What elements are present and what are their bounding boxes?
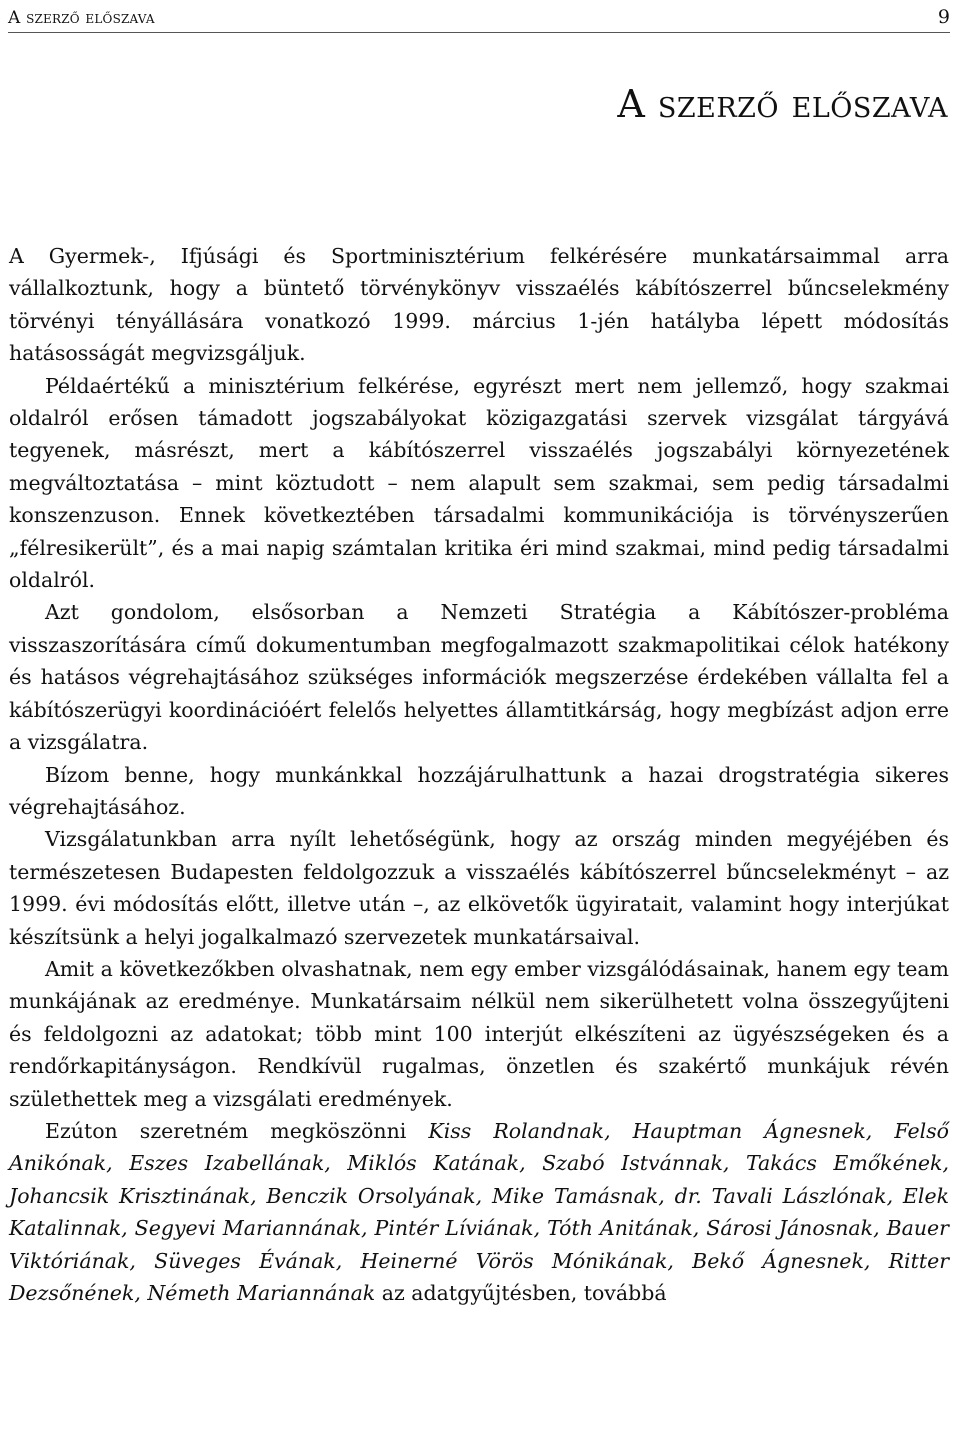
chapter-title: A szerző előszava xyxy=(617,82,948,126)
body-text xyxy=(9,240,949,1309)
acknowledgement-paragraph xyxy=(9,1115,949,1309)
page-header xyxy=(8,6,950,33)
page-number: 9 xyxy=(937,6,950,28)
acknowledgement-names: Kiss Rolandnak, Hauptman Ágnesnek, Felső Anikónak, Eszes Izabellának, Miklós Katának, Szabó Istvánnak, Takács Emőkének, Johancsik Krisztinának, Benczik Orsolyának, Mike Tamásnak, dr. Tavali Lászlónak, Elek Katalinnak, Segyevi Mariannának, Pintér Líviának, Tóth Anitának, Sárosi Jánosnak, Bauer Viktóriának, Süveges Évának, Heinerné Vörös Mónikának, Bekő Ágnesnek, Ritter Dezsőnének, Németh Mariannának xyxy=(9,1118,949,1305)
acknowledgement-lead: Ezúton szeretném megköszönni xyxy=(45,1118,429,1143)
paragraph: A Gyermek-, Ifjúsági és Sportminisztérium felkérésére munkatársaimmal arra vállalkoztunk, hogy a büntető törvénykönyv visszaélés kábítószerrel bűncselekmény törvényi tényállására vonatkozó 1999. március 1-jén hatályba lépett módosítás hatásosságát megvizsgáljuk. xyxy=(9,244,949,366)
paragraph: Vizsgálatunkban arra nyílt lehetőségünk, hogy az ország minden megyéjében és természetesen Budapesten feldolgozzuk a visszaélés kábítószerrel bűncselekményt – az 1999. évi módosítás előtt, illetve után –, az elkövetők ügyiratait, valamint hogy interjúkat készítsünk a helyi jogalkalmazó szervezetek munkatársaival. xyxy=(9,827,949,949)
paragraph: Amit a következőkben olvashatnak, nem egy ember vizsgálódásainak, hanem egy team munkájának az eredménye. Munkatársaim nélkül nem sikerülhetett volna összegyűjteni és feldolgozni az adatokat; több mint 100 interjút elkészíteni az ügyészségeken és a rendőrkapitányságon. Rendkívül rugalmas, önzetlen és szakértő munkájuk révén születhettek meg a vizsgálati eredmények. xyxy=(9,956,949,1111)
running-title: A szerző előszava xyxy=(8,8,155,28)
paragraph: Azt gondolom, elsősorban a Nemzeti Stratégia a Kábítószer-probléma visszaszorítására című dokumentumban megfogalmazott szakmapolitikai célok hatékony és hatásos végrehajtásához szükséges információk megszerzése érdekében vállalta fel a kábítószerügyi koordinációért felelős helyettes államtitkárság, hogy megbízást adjon erre a vizsgálatra. xyxy=(9,600,949,755)
paragraph: Példaértékű a minisztérium felkérése, egyrészt mert nem jellemző, hogy szakmai oldalról erősen támadott jogszabályokat közigazgatási szervek vizsgálat tárgyává tegyenek, másrészt, mert a kábítószerrel visszaélés jogszabályi környezetének megváltoztatása – mint köztudott – nem alapult sem szakmai, sem pedig társadalmi konszenzuson. Ennek következtében társadalmi kommunikációja is törvényszerűen „félresikerült”, és a mai napig számtalan kritika éri mind szakmai, mind pedig társadalmi oldalról. xyxy=(9,373,949,593)
acknowledgement-tail: az adatgyűjtésben, továbbá xyxy=(375,1281,667,1305)
paragraph: Bízom benne, hogy munkánkkal hozzájárulhattunk a hazai drogstratégia sikeres végrehajtásához. xyxy=(9,762,949,819)
